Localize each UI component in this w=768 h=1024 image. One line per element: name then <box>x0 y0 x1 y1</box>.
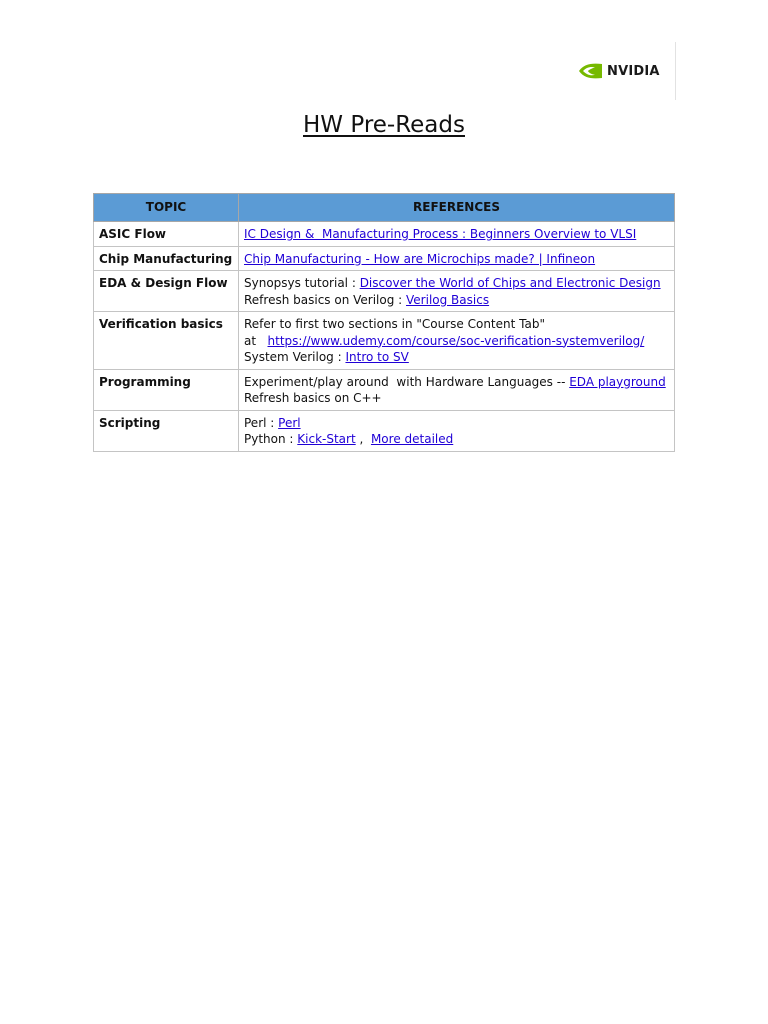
topic-cell: ASIC Flow <box>94 222 239 247</box>
topic-cell: Programming <box>94 369 239 410</box>
references-table <box>93 193 675 452</box>
reference-line <box>244 275 669 292</box>
references-cell <box>239 246 675 271</box>
header-divider <box>675 42 676 100</box>
table-row <box>94 222 675 247</box>
reference-text: at <box>244 333 268 348</box>
reference-link[interactable]: More detailed <box>370 432 454 446</box>
reference-link[interactable]: Intro to SV <box>345 350 409 364</box>
reference-text: Refresh basics on Verilog : <box>244 292 407 307</box>
reference-link[interactable]: https://www.udemy.com/course/soc-verification-systemverilog/ <box>267 333 645 348</box>
nvidia-logo <box>578 60 660 82</box>
reference-line <box>244 431 669 448</box>
table-row <box>94 246 675 271</box>
table-row <box>94 410 675 451</box>
reference-link[interactable]: EDA playground <box>569 374 666 389</box>
reference-line <box>244 415 669 432</box>
page-title: HW Pre-Reads <box>303 112 465 138</box>
reference-line <box>244 292 669 309</box>
reference-link[interactable]: Kick-Start <box>297 432 356 446</box>
topic-cell: EDA & Design Flow <box>94 271 239 312</box>
reference-line <box>244 390 669 407</box>
references-cell <box>239 222 675 247</box>
reference-text: Refer to first two sections in "Course Content Tab" <box>244 317 545 331</box>
logo-wordmark: NVIDIA <box>607 63 660 79</box>
table-row <box>94 271 675 312</box>
reference-text: System Verilog : <box>244 350 346 364</box>
reference-text: Refresh basics on C++ <box>244 391 382 405</box>
references-cell <box>239 271 675 312</box>
references-cell <box>239 410 675 451</box>
references-cell <box>239 312 675 370</box>
reference-link[interactable]: IC Design & Manufacturing Process : Beginners Overview to VLSI <box>244 227 637 241</box>
table-header-row <box>94 194 675 222</box>
topic-cell: Scripting <box>94 410 239 451</box>
reference-link[interactable]: Perl <box>278 415 301 430</box>
column-header-references: REFERENCES <box>239 194 675 222</box>
reference-link[interactable]: Discover the World of Chips and Electronic Design <box>359 276 661 290</box>
reference-line <box>244 349 669 366</box>
reference-text: Experiment/play around with Hardware Languages -- <box>244 374 570 389</box>
reference-line <box>244 226 669 243</box>
table-row <box>94 369 675 410</box>
table-row <box>94 312 675 370</box>
reference-line <box>244 333 669 350</box>
reference-text: Perl : <box>244 415 279 430</box>
reference-text: Python : <box>244 432 298 446</box>
reference-text: Synopsys tutorial : <box>244 276 360 290</box>
table-body <box>94 222 675 452</box>
reference-line <box>244 374 669 391</box>
reference-line <box>244 316 669 333</box>
topic-cell: Chip Manufacturing <box>94 246 239 271</box>
column-header-topic: TOPIC <box>94 194 239 222</box>
reference-link[interactable]: Chip Manufacturing - How are Microchips made? | Infineon <box>244 251 596 266</box>
reference-link[interactable]: Verilog Basics <box>406 292 490 307</box>
nvidia-eye-icon <box>578 61 604 81</box>
reference-line <box>244 251 669 268</box>
topic-cell: Verification basics <box>94 312 239 370</box>
references-cell <box>239 369 675 410</box>
reference-text: , <box>355 432 371 446</box>
